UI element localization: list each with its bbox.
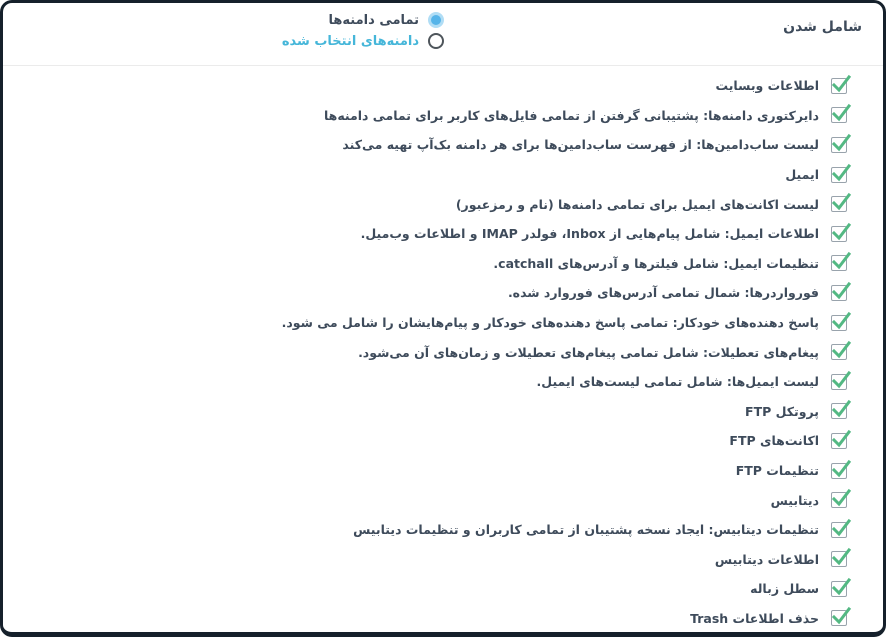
domain-scope-radio-group bbox=[282, 12, 444, 49]
backup-option-row[interactable] bbox=[3, 130, 847, 160]
radio-icon[interactable] bbox=[428, 12, 444, 28]
backup-option-row[interactable] bbox=[3, 485, 847, 515]
backup-option-row[interactable] bbox=[3, 515, 847, 545]
backup-option-row[interactable] bbox=[3, 456, 847, 486]
backup-options-list bbox=[3, 66, 883, 633]
checkbox-checked-icon[interactable] bbox=[831, 610, 847, 626]
backup-option-row[interactable] bbox=[3, 278, 847, 308]
checkbox-checked-icon[interactable] bbox=[831, 581, 847, 597]
radio-icon[interactable] bbox=[428, 33, 444, 49]
backup-option-row[interactable] bbox=[3, 189, 847, 219]
backup-option-row[interactable] bbox=[3, 397, 847, 427]
checkbox-checked-icon[interactable] bbox=[831, 315, 847, 331]
backup-option-label: لیست اکانت‌های ایمیل برای تمامی دامنه‌ها (نام و رمزعبور) bbox=[455, 196, 819, 212]
backup-option-label: پیغام‌های تعطیلات: شامل تمامی پیغام‌های تعطیلات و زمان‌های آن می‌شود. bbox=[358, 344, 819, 360]
checkbox-checked-icon[interactable] bbox=[831, 463, 847, 479]
backup-option-row[interactable] bbox=[3, 574, 847, 604]
backup-option-row[interactable] bbox=[3, 219, 847, 249]
checkbox-checked-icon[interactable] bbox=[831, 522, 847, 538]
page-title: شامل شدن bbox=[783, 19, 862, 35]
checkbox-checked-icon[interactable] bbox=[831, 403, 847, 419]
backup-option-label: ایمیل bbox=[785, 167, 819, 183]
backup-option-row[interactable] bbox=[3, 337, 847, 367]
radio-option-label: دامنه‌های انتخاب شده bbox=[281, 33, 419, 49]
radio-option-label: تمامی دامنه‌ها bbox=[328, 12, 419, 28]
checkbox-checked-icon[interactable] bbox=[831, 255, 847, 271]
backup-option-label: دیتابیس bbox=[770, 492, 819, 508]
checkbox-checked-icon[interactable] bbox=[831, 78, 847, 94]
checkbox-checked-icon[interactable] bbox=[831, 492, 847, 508]
backup-option-label: لیست ساب‌دامین‌ها: از فهرست ساب‌دامین‌ها برای هر دامنه بک‌آپ تهیه می‌کند bbox=[342, 137, 819, 153]
backup-option-row[interactable] bbox=[3, 604, 847, 634]
backup-option-row[interactable] bbox=[3, 160, 847, 190]
checkbox-checked-icon[interactable] bbox=[831, 374, 847, 390]
backup-option-row[interactable] bbox=[3, 249, 847, 279]
backup-option-row[interactable] bbox=[3, 426, 847, 456]
checkbox-checked-icon[interactable] bbox=[831, 285, 847, 301]
backup-option-label: دایرکتوری دامنه‌ها: پشتیبانی گرفتن از تمامی فایل‌های کاربر برای تمامی دامنه‌ها bbox=[323, 107, 819, 123]
backup-option-label: اطلاعات ایمیل: شامل پیام‌هایی از Inbox، فولدر IMAP و اطلاعات وب‌میل. bbox=[360, 226, 819, 242]
backup-option-row[interactable] bbox=[3, 545, 847, 575]
backup-option-label: حذف اطلاعات Trash bbox=[690, 610, 819, 626]
radio-option-all-domains[interactable] bbox=[282, 12, 444, 28]
backup-option-label: سطل زباله bbox=[750, 581, 819, 597]
backup-option-label: لیست ایمیل‌ها: شامل تمامی لیست‌های ایمیل. bbox=[536, 374, 819, 390]
backup-option-label: اطلاعات وبسایت bbox=[715, 78, 819, 94]
backup-option-row[interactable] bbox=[3, 367, 847, 397]
checkbox-checked-icon[interactable] bbox=[831, 107, 847, 123]
backup-option-label: تنظیمات ایمیل: شامل فیلترها و آدرس‌های catchall. bbox=[493, 255, 819, 271]
backup-option-label: فورواردرها: شمال تمامی آدرس‌های فوروارد شده. bbox=[507, 285, 819, 301]
panel-header bbox=[3, 3, 883, 66]
backup-option-row[interactable] bbox=[3, 308, 847, 338]
radio-option-selected-domains[interactable] bbox=[282, 33, 444, 49]
backup-option-label: اکانت‌های FTP bbox=[729, 433, 819, 449]
checkbox-checked-icon[interactable] bbox=[831, 226, 847, 242]
checkbox-checked-icon[interactable] bbox=[831, 196, 847, 212]
backup-option-row[interactable] bbox=[3, 101, 847, 131]
backup-option-label: تنظیمات FTP bbox=[735, 463, 819, 479]
backup-option-label: تنظیمات دیتابیس: ایجاد نسخه پشتیبان از تمامی کاربران و تنظیمات دیتابیس bbox=[353, 522, 819, 538]
checkbox-checked-icon[interactable] bbox=[831, 137, 847, 153]
checkbox-checked-icon[interactable] bbox=[831, 433, 847, 449]
checkbox-checked-icon[interactable] bbox=[831, 551, 847, 567]
backup-option-label: پروتکل FTP bbox=[745, 403, 819, 419]
backup-option-label: پاسخ دهنده‌های خودکار: تمامی پاسخ دهنده‌های خودکار و پیام‌هایشان را شامل می شود. bbox=[281, 315, 819, 331]
backup-option-row[interactable] bbox=[3, 71, 847, 101]
checkbox-checked-icon[interactable] bbox=[831, 344, 847, 360]
backup-option-label: اطلاعات دیتابیس bbox=[714, 551, 819, 567]
checkbox-checked-icon[interactable] bbox=[831, 167, 847, 183]
